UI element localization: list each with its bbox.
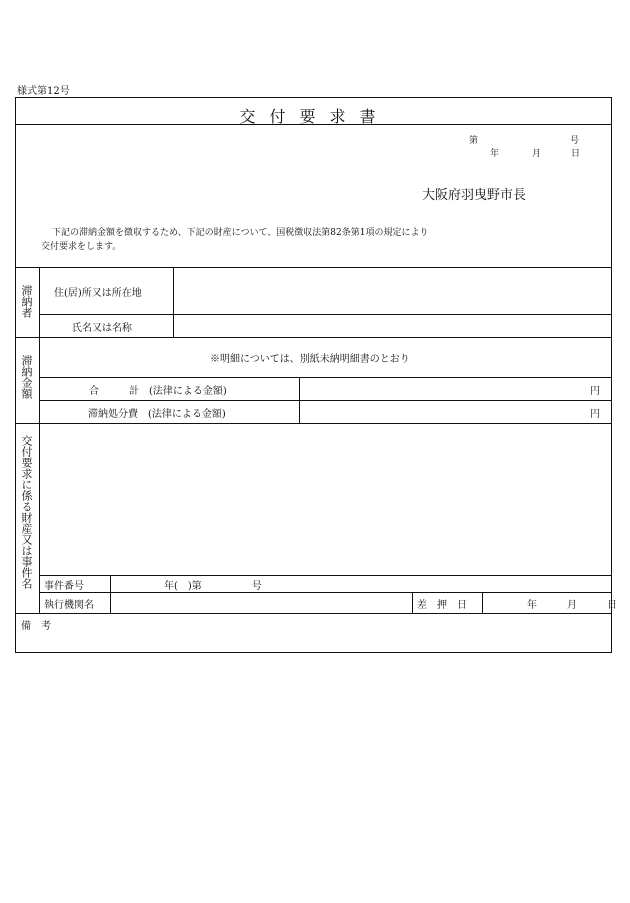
label-column-divider <box>39 267 40 613</box>
row-divider <box>39 377 611 378</box>
row-divider <box>39 314 611 315</box>
amount-column-divider <box>299 377 300 423</box>
title-divider <box>16 124 611 125</box>
case-number-label: 事件番号 <box>44 581 84 592</box>
case-number-value[interactable]: 年( )第 号 <box>164 581 262 592</box>
issuer-name: 大阪府羽曳野市長 <box>422 188 527 203</box>
section-divider <box>16 423 611 424</box>
seizure-date-divider <box>482 592 483 613</box>
address-label: 住(居)所又は所在地 <box>54 288 142 299</box>
field-column-divider <box>173 267 174 337</box>
seizure-column-divider <box>412 592 413 613</box>
form-number: 様式第12号 <box>17 86 70 97</box>
section-divider <box>16 267 611 268</box>
agency-label: 執行機関名 <box>44 600 94 611</box>
day-label: 日 <box>571 149 581 159</box>
amount-section-label: 滞納金額 <box>20 355 33 399</box>
row-divider <box>39 400 611 401</box>
intro-line-2: 交付要求をします。 <box>41 242 122 252</box>
dai-label: 第 <box>469 136 479 146</box>
amount-note: ※明細については、別紙未納明細書のとおり <box>210 354 410 365</box>
row-divider <box>39 575 611 576</box>
total-label: 合 計 (法律による金額) <box>89 386 227 397</box>
total-unit: 円 <box>590 386 600 397</box>
row-divider <box>39 592 611 593</box>
section-divider <box>16 613 611 614</box>
delinquent-section-label: 滞納者 <box>20 285 33 318</box>
month-label: 月 <box>532 149 542 159</box>
intro-line-1: 下記の滞納金額を徴収するため、下記の財産について、国税徴収法第82条第1項の規定により <box>52 228 429 238</box>
page-title: 交付要求書 <box>239 107 390 126</box>
seizure-label: 差 押 日 <box>417 600 467 611</box>
go-label: 号 <box>570 136 580 146</box>
seizure-date[interactable]: 年 月 日 <box>527 600 617 611</box>
fee-label: 滞納処分費 (法律による金額) <box>88 409 226 420</box>
remarks-label: 備 考 <box>21 621 51 632</box>
property-section-label: 交付要求に係る財産又は事件名 <box>20 435 33 589</box>
case-column-divider <box>110 575 111 613</box>
section-divider <box>16 337 611 338</box>
year-label: 年 <box>490 149 500 159</box>
name-label: 氏名又は名称 <box>72 323 132 334</box>
request-form <box>15 97 617 653</box>
fee-unit: 円 <box>590 409 600 420</box>
